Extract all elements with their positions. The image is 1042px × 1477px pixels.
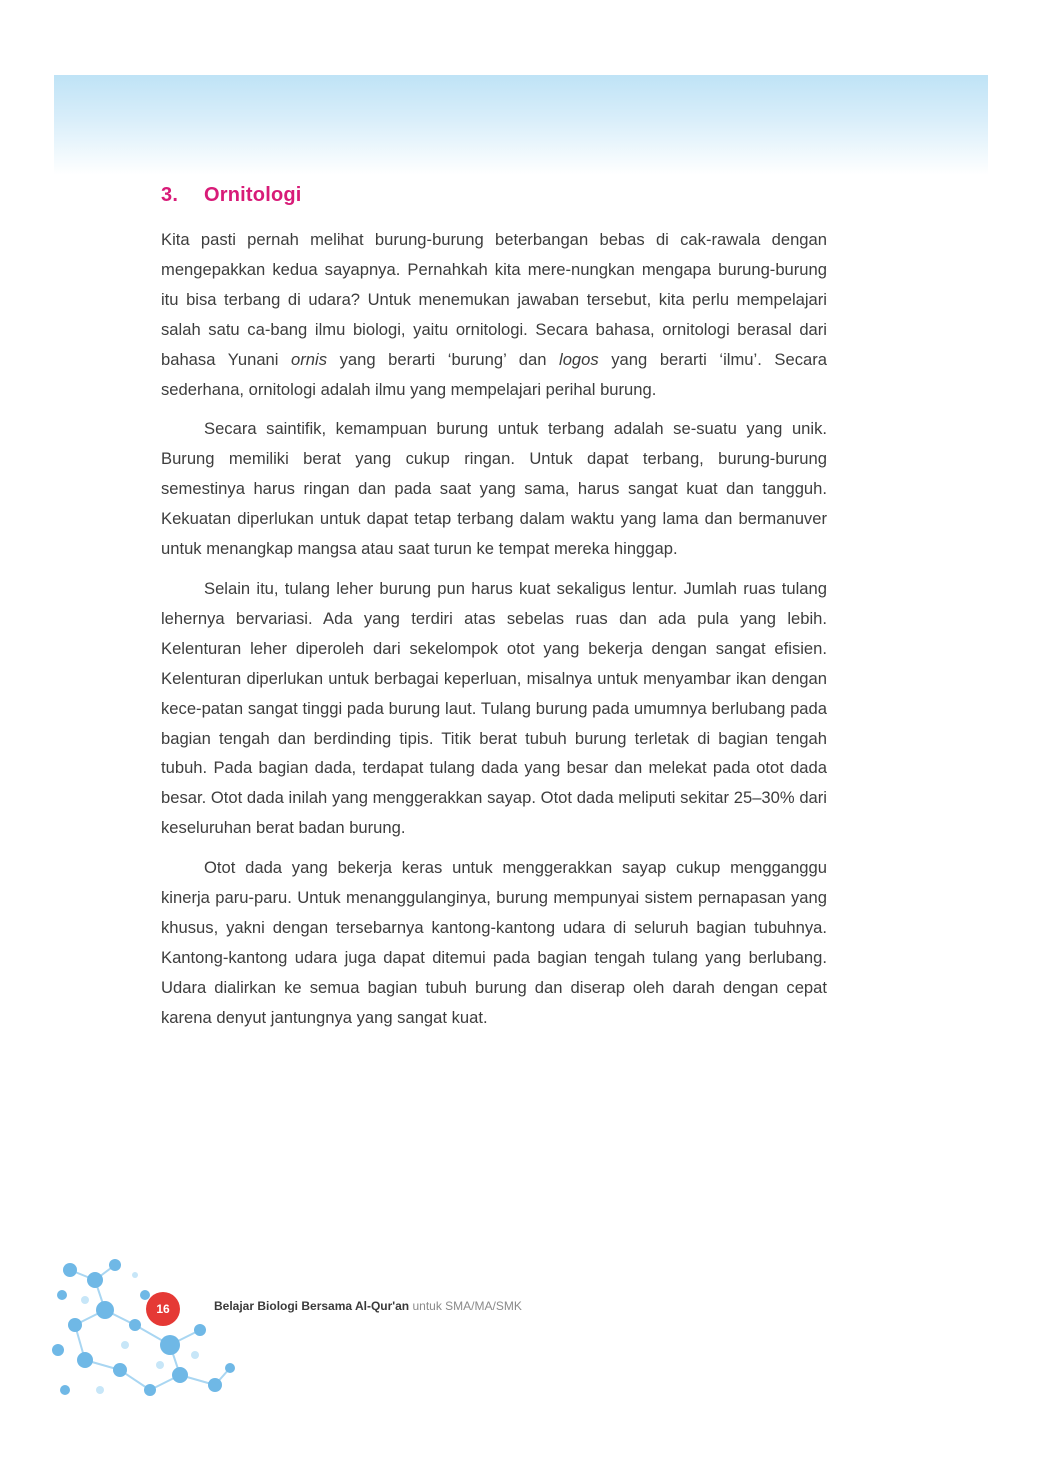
paragraph-1-text-b: yang berarti ‘burung’ dan	[327, 349, 560, 369]
section-title: Ornitologi	[204, 184, 302, 206]
book-subtitle: untuk SMA/MA/SMK	[409, 1299, 522, 1313]
book-title: Belajar Biologi Bersama Al-Qur'an	[214, 1299, 410, 1313]
term-ornis: ornis	[291, 349, 328, 369]
body-text	[161, 225, 827, 1043]
section-number: 3.	[161, 184, 179, 206]
paragraph-3: Selain itu, tulang leher burung pun harus kuat sekaligus lentur. Jumlah ruas tulang lehernya bervariasi. Ada yang terdiri atas sebelas ruas dan ada pula yang lebih. Kelenturan leher diperoleh dari sekelompok otot yang bekerja dengan sangat efisien. Kelenturan diperlukan untuk berbagai keperluan, misalnya untuk menyambar ikan dengan kece-patan sangat tinggi pada burung laut. Tulang burung pada umumnya berlubang pada bagian tengah dan berdinding tipis. Titik berat tubuh burung terletak di bagian tengah tubuh. Pada bagian dada, terdapat tulang dada yang besar dan melekat pada otot dada besar. Otot dada inilah yang menggerakkan sayap. Otot dada meliputi sekitar 25–30% dari keseluruhan berat badan burung.	[161, 578, 827, 838]
section-heading	[161, 184, 302, 207]
paragraph-2: Secara saintifik, kemampuan burung untuk terbang adalah se-suatu yang unik. Burung memiliki berat yang cukup ringan. Untuk dapat terbang, burung-burung semestinya harus ringan dan pada saat yang sama, harus sangat kuat dan tangguh. Kekuatan diperlukan untuk dapat tetap terbang dalam waktu yang lama dan bermanuver untuk menangkap mangsa atau saat turun ke tempat mereka hinggap.	[161, 419, 827, 559]
term-logos: logos	[559, 349, 599, 369]
paragraph-1-text-a: Kita pasti pernah melihat burung-burung beterbangan bebas di cak-rawala dengan mengepakkan kedua sayapnya. Pernahkah kita mere-nungkan mengapa burung-burung itu bisa terbang di udara? Untuk menemukan jawaban tersebut, kita perlu mempelajari salah satu ca-bang ilmu biologi, yaitu ornitologi. Secara bahasa, ornitologi berasal dari bahasa Yunani	[161, 230, 827, 369]
molecule-cluster-icon	[50, 1250, 250, 1410]
paragraph-1-text-c: yang berarti ‘ilmu’. Secara sederhana, ornitologi adalah ilmu yang mempelajari perihal burung.	[161, 349, 827, 399]
running-footer	[214, 1299, 522, 1313]
paragraph-4: Otot dada yang bekerja keras untuk menggerakkan sayap cukup mengganggu kinerja paru-paru. Untuk menanggulanginya, burung mempunyai sistem pernapasan yang khusus, yakni dengan tersebarnya kantong-kantong udara di seluruh bagian tubuhnya. Kantong-kantong udara juga dapat ditemui pada bagian tengah tulang yang berlubang. Udara dialirkan ke semua bagian tubuh burung dan diserap oleh darah dengan cepat karena denyut jantungnya yang sangat kuat.	[161, 858, 827, 1027]
header-band	[54, 75, 988, 175]
page-number-badge: 16	[146, 1292, 180, 1326]
paragraph-1	[161, 225, 827, 404]
